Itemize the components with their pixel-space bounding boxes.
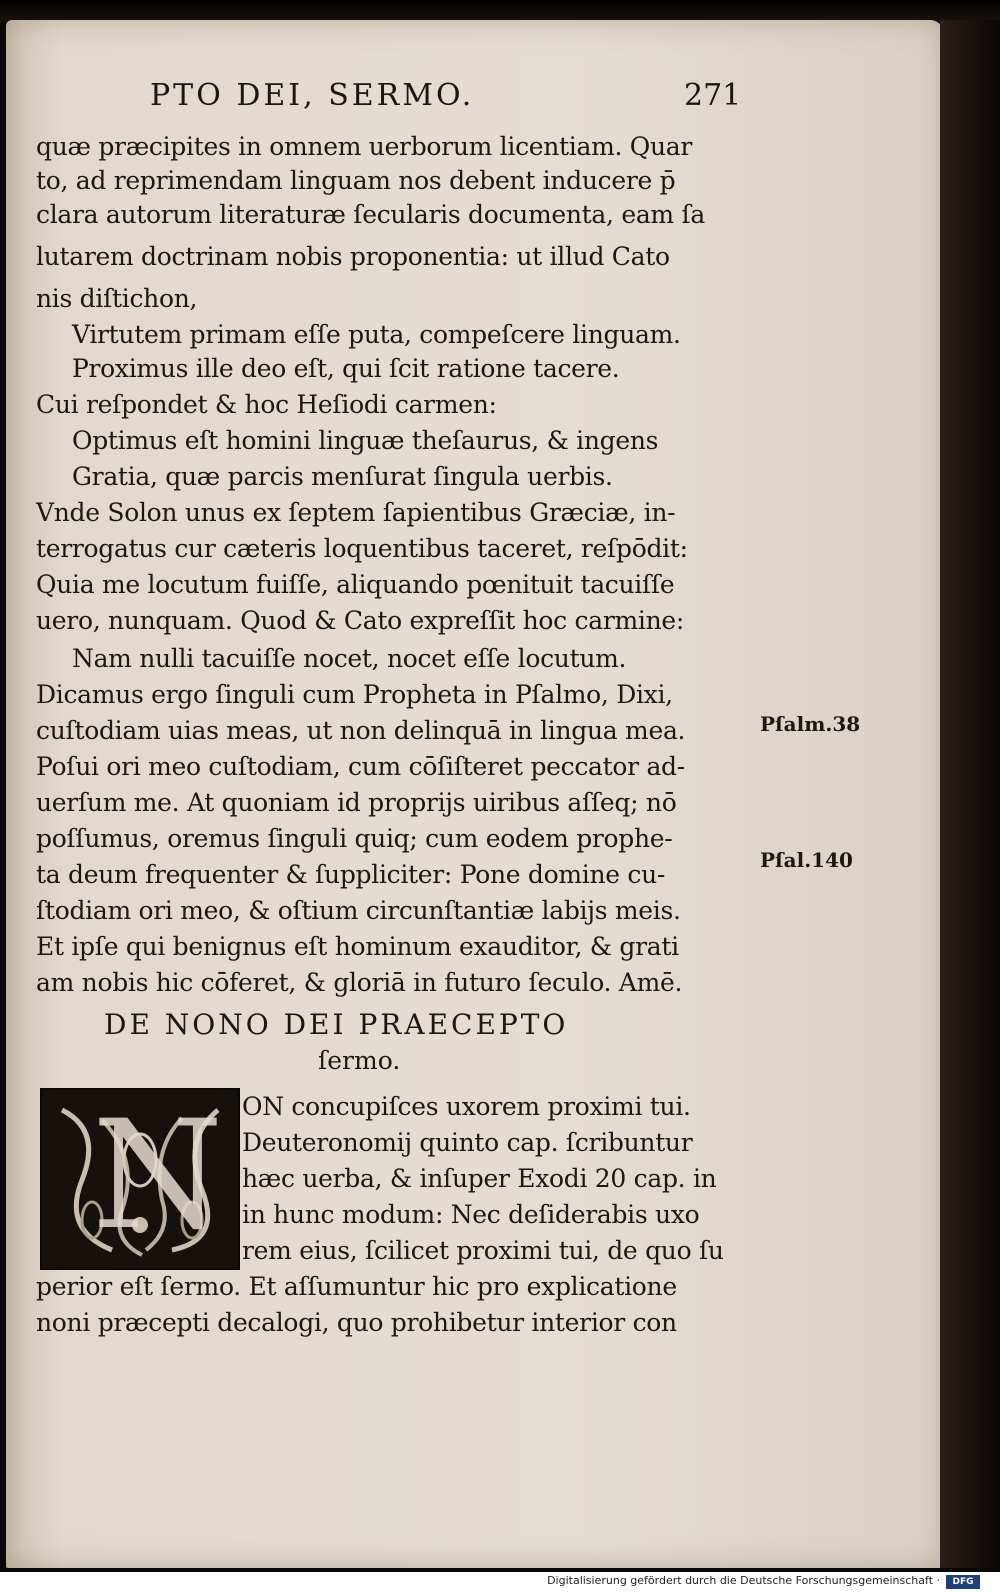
- text-line: quæ præcipites in omnem uerborum licentiam. Quar: [36, 132, 693, 161]
- text-line: ta deum frequenter & ſuppliciter: Pone domine cu-: [36, 860, 666, 889]
- text-line: Dicamus ergo ſinguli cum Propheta in Pſalmo, Dixi,: [36, 680, 673, 709]
- marginal-note: Pſal.140: [760, 848, 853, 872]
- marginal-note: Pſalm.38: [760, 712, 861, 736]
- text-line: to, ad reprimendam linguam nos debent inducere p̄: [36, 166, 676, 195]
- text-line: poſſumus, oremus ſinguli quiq; cum eodem prophe-: [36, 824, 673, 853]
- verse-line: Proximus ille deo eſt, qui ſcit ratione tacere.: [72, 354, 620, 383]
- folio-number: 271: [684, 78, 742, 113]
- scan-edge-top: [0, 0, 1000, 22]
- verse-line: Virtutem primam eſſe puta, compeſcere linguam.: [72, 320, 681, 349]
- text-line: clara autorum literaturæ ſecularis documenta, eam ſa: [36, 200, 706, 229]
- verse-line: Nam nulli tacuiſſe nocet, nocet eſſe locutum.: [72, 644, 627, 673]
- page-edge-shadow: [940, 20, 1000, 1568]
- text-line: Quia me locutum fuiſſe, aliquando pœnituit tacuiſſe: [36, 570, 675, 599]
- text-line: cuſtodiam uias meas, ut non delinquā in lingua mea.: [36, 716, 686, 745]
- initial-letter: N: [92, 1089, 224, 1263]
- text-line: Poſui ori meo cuſtodiam, cum cōſiſteret peccator ad-: [36, 752, 685, 781]
- text-line: Deuteronomij quinto cap. ſcribuntur: [242, 1128, 693, 1157]
- running-head: PTO DEI, SERMO.: [150, 78, 475, 113]
- text-line: lutarem doctrinam nobis proponentia: ut illud Cato: [36, 242, 670, 271]
- text-line: Et ipſe qui benignus eſt hominum exauditor, & grati: [36, 932, 679, 961]
- text-line: in hunc modum: Nec deſiderabis uxo: [242, 1200, 700, 1229]
- text-line: hæc uerba, & inſuper Exodi 20 cap. in: [242, 1164, 717, 1193]
- decorated-initial: [40, 1088, 240, 1270]
- text-line: ON concupiſces uxorem proximi tui.: [242, 1092, 691, 1121]
- section-subheading: ſermo.: [318, 1046, 401, 1075]
- text-line: Cui reſpondet & hoc Heſiodi carmen:: [36, 390, 497, 419]
- text-line: uero, nunquam. Quod & Cato expreſſit hoc carmine:: [36, 606, 684, 635]
- text-line: uerſum me. At quoniam id proprijs uiribus aſſeq; nō: [36, 788, 677, 817]
- text-line: terrogatus cur cæteris loquentibus taceret, reſpōdit:: [36, 534, 688, 563]
- verse-line: Optimus eſt homini linguæ theſaurus, & ingens: [72, 426, 659, 455]
- dfg-logo: DFG: [946, 1575, 980, 1589]
- text-line: ſtodiam ori meo, & oſtium circunſtantiæ labijs meis.: [36, 896, 681, 925]
- section-heading: DE NONO DEI PRAECEPTO: [104, 1008, 569, 1041]
- text-line: nis diſtichon,: [36, 284, 198, 313]
- text-line: am nobis hic cōferet, & gloriā in futuro ſeculo. Amē.: [36, 968, 683, 997]
- verse-line: Gratia, quæ parcis menſurat ſingula uerbis.: [72, 462, 613, 491]
- text-line: perior eſt ſermo. Et aſſumuntur hic pro explicatione: [36, 1272, 677, 1301]
- text-line: Vnde Solon unus ex ſeptem ſapientibus Græciæ, in-: [36, 498, 676, 527]
- text-line: noni præcepti decalogi, quo prohibetur interior con: [36, 1308, 677, 1337]
- text-line: rem eius, ſcilicet proximi tui, de quo ſu: [242, 1236, 724, 1265]
- digitization-footer: [0, 1572, 1000, 1593]
- footer-credit: Digitalisierung gefördert durch die Deutsche Forschungsgemeinschaft ·: [547, 1574, 940, 1587]
